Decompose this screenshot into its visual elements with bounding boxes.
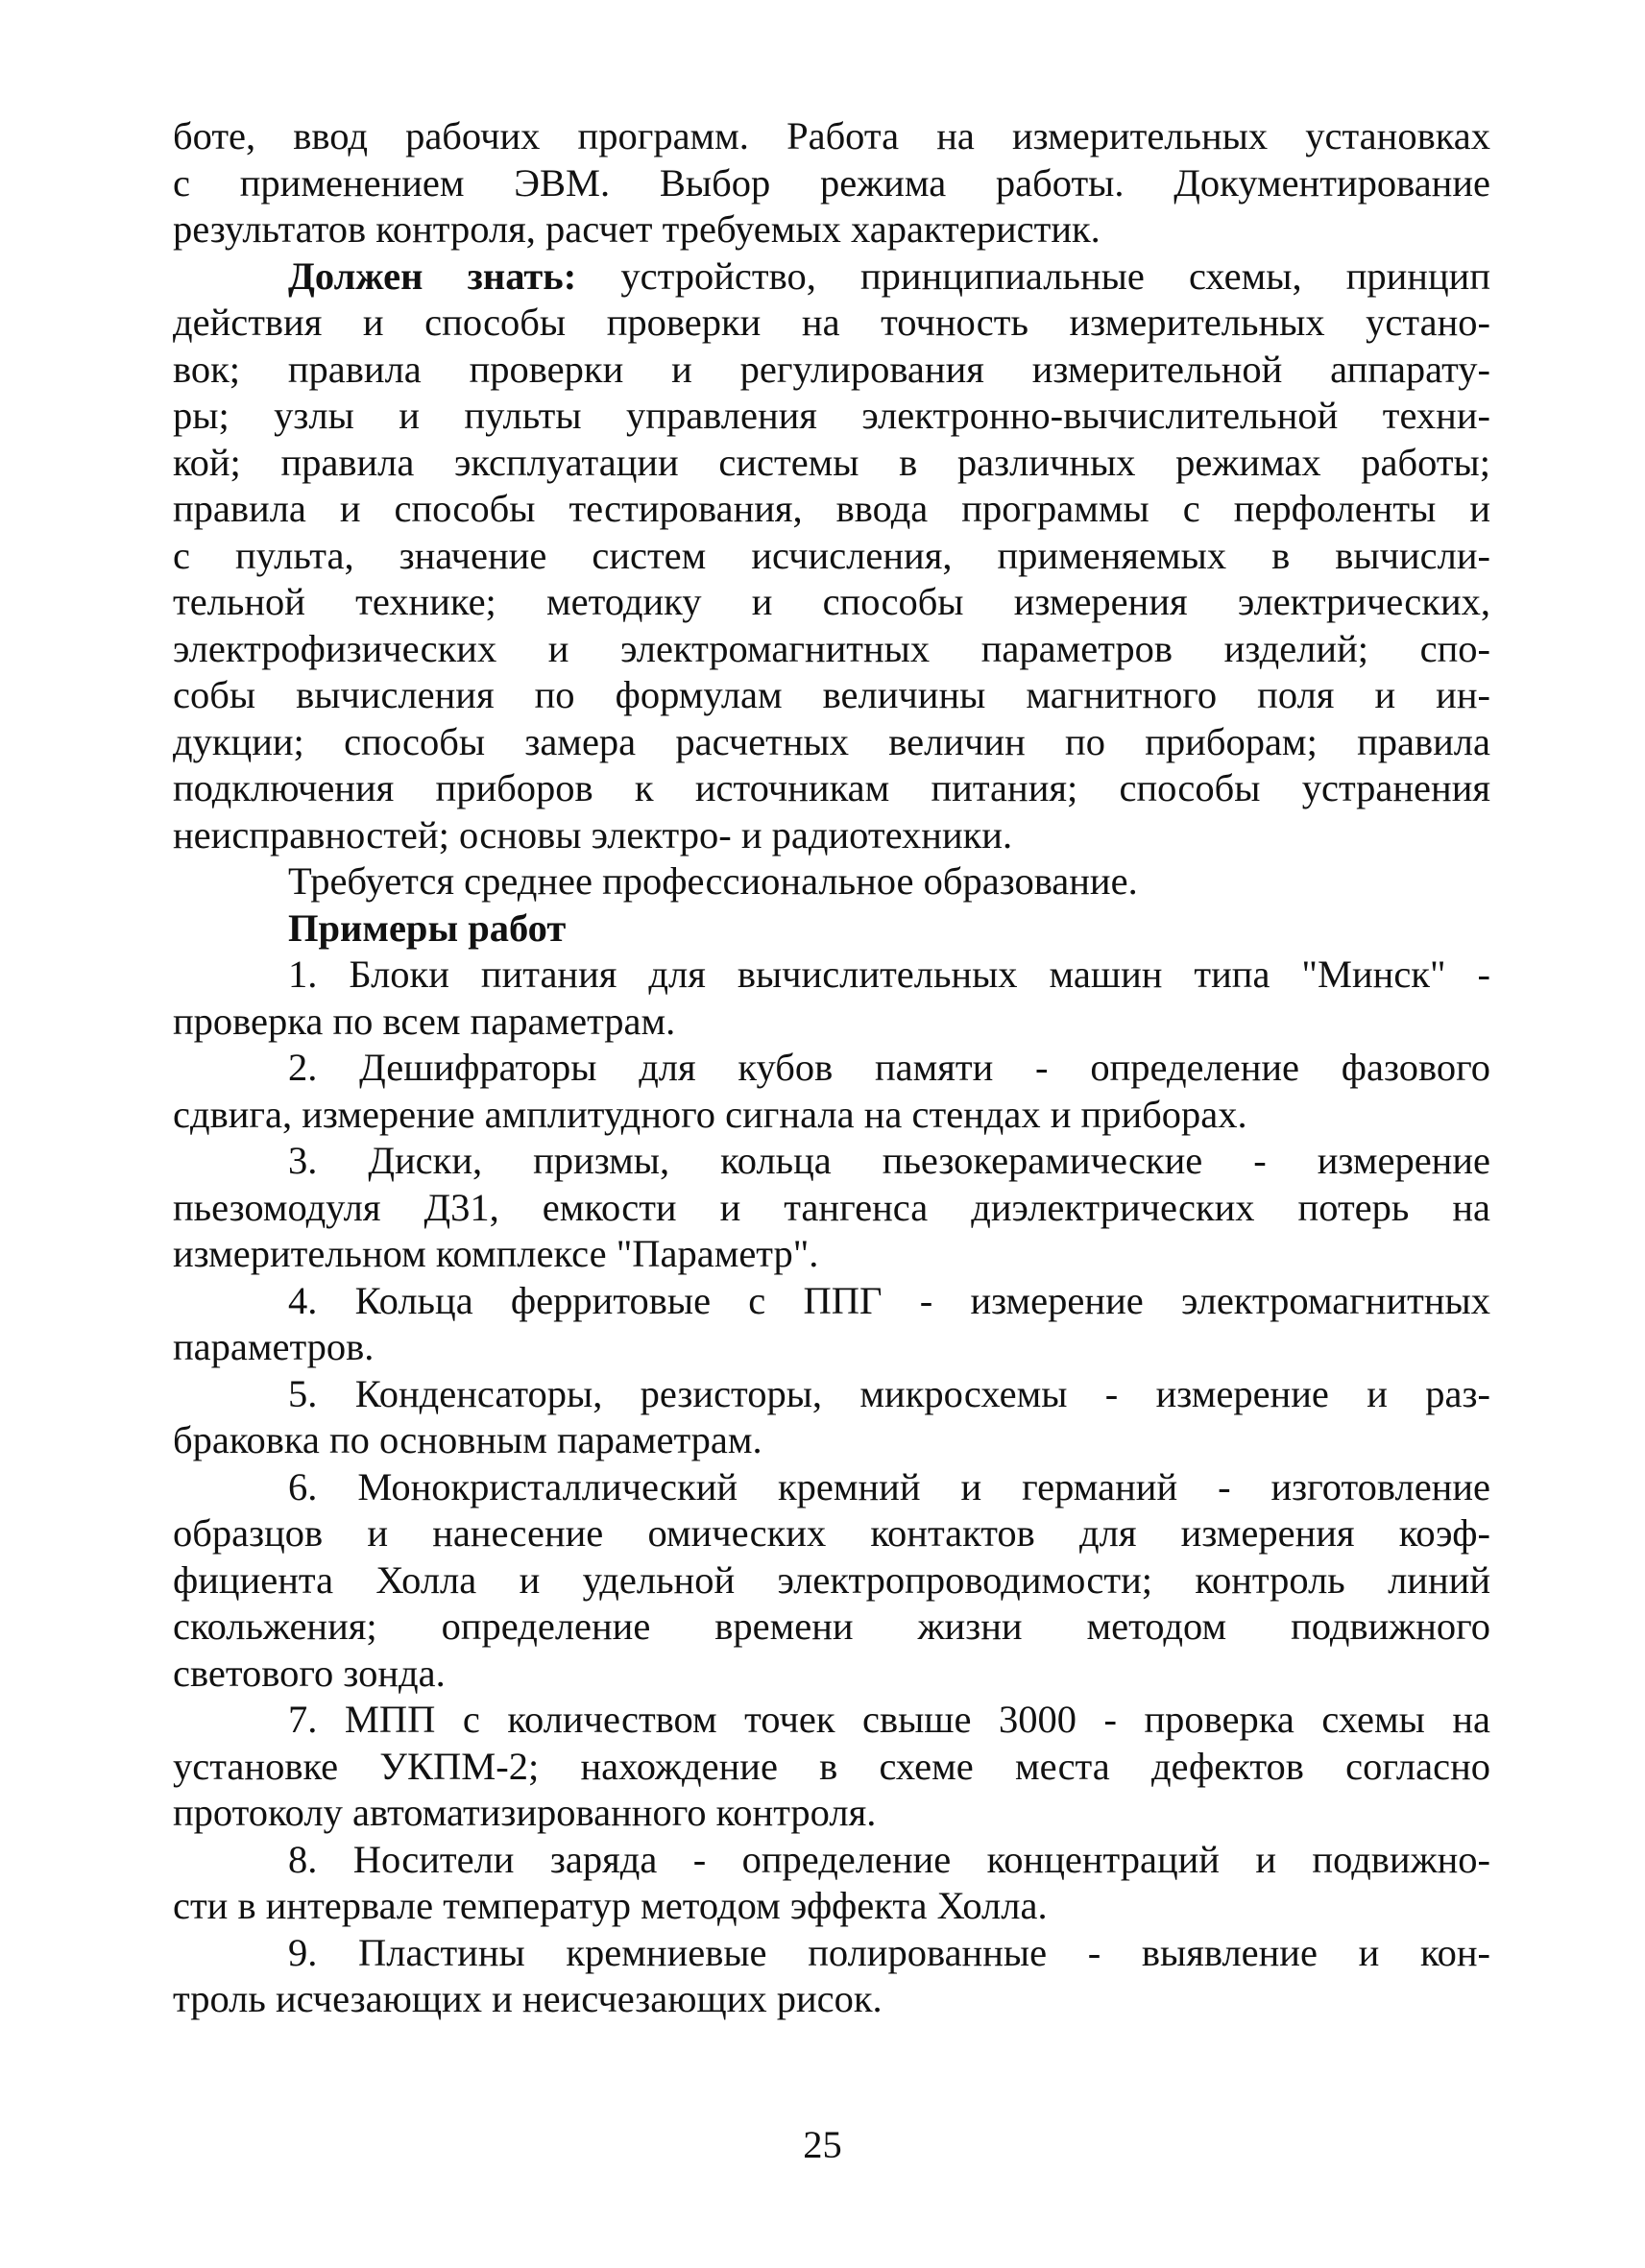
text-line: 1. Блоки питания для вычислительных машин типа "Минск" - bbox=[288, 953, 1490, 996]
text-line: пьезомодуля Д31, емкости и тангенса диэлектрических потерь на bbox=[173, 1185, 1490, 1229]
text-line: ры; узлы и пульты управления электронно-вычислительной техни- bbox=[173, 394, 1490, 437]
text-line: тельной технике; методику и способы измерения электрических, bbox=[173, 580, 1490, 623]
text-line: результатов контроля, расчет требуемых характеристик. bbox=[173, 207, 1101, 251]
text-line: сти в интервале температур методом эффекта Холла. bbox=[173, 1884, 1048, 1927]
text-line: с пульта, значение систем исчисления, применяемых в вычисли- bbox=[173, 533, 1490, 577]
text-line: измерительном комплексе "Параметр". bbox=[173, 1232, 819, 1275]
text-line: 5. Конденсаторы, резисторы, микросхемы - измерение и раз- bbox=[288, 1371, 1490, 1415]
section-heading: Примеры работ bbox=[288, 905, 567, 950]
text-line: установке УКПМ-2; нахождение в схеме места дефектов согласно bbox=[173, 1744, 1490, 1788]
text-line: боте, ввод рабочих программ. Работа на измерительных установках bbox=[173, 114, 1490, 157]
text-line: подключения приборов к источникам питания; способы устранения bbox=[173, 766, 1490, 809]
text-line: 3. Диски, призмы, кольца пьезокерамические - измерение bbox=[288, 1139, 1490, 1182]
text-line: кой; правила эксплуатации системы в различных режимах работы; bbox=[173, 440, 1490, 484]
text-line: 8. Носители заряда - определение концентраций и подвижно- bbox=[288, 1837, 1490, 1881]
text-line: образцов и нанесение омических контактов для измерения коэф- bbox=[173, 1511, 1490, 1555]
text-line: действия и способы проверки на точность измерительных устано- bbox=[173, 301, 1490, 344]
text-line: проверка по всем параметрам. bbox=[173, 999, 676, 1043]
text-line: 2. Дешифраторы для кубов памяти - определение фазового bbox=[288, 1046, 1490, 1089]
text-line: светового зонда. bbox=[173, 1651, 446, 1695]
line-text: устройство, принципиальные схемы, принцип bbox=[576, 253, 1490, 298]
text-line: неисправностей; основы электро- и радиотехники. bbox=[173, 812, 1013, 857]
text-line: Требуется среднее профессиональное образование. bbox=[288, 859, 1138, 903]
text-line: электрофизических и электромагнитных параметров изделий; спо- bbox=[173, 626, 1490, 670]
page-number: 25 bbox=[803, 2123, 842, 2166]
text-line: 4. Кольца ферритовые с ППГ - измерение электромагнитных bbox=[288, 1278, 1490, 1322]
text-line: параметров. bbox=[173, 1325, 375, 1368]
text-line: сдвига, измерение амплитудного сигнала на стендах и приборах. bbox=[173, 1092, 1247, 1136]
text-line: троль исчезающих и неисчезающих рисок. bbox=[173, 1977, 883, 2020]
text-line bbox=[173, 253, 1490, 301]
text-line: протоколу автоматизированного контроля. bbox=[173, 1791, 877, 1834]
text-line: браковка по основным параметрам. bbox=[173, 1418, 762, 1461]
text-line: вок; правила проверки и регулирования измерительной аппарату- bbox=[173, 347, 1490, 391]
text-line: 6. Монокристаллический кремний и германий - изготовление bbox=[288, 1464, 1490, 1508]
text-line: фициента Холла и удельной электропроводимости; контроль линий bbox=[173, 1557, 1490, 1602]
text-line: 9. Пластины кремниевые полированные - выявление и кон- bbox=[288, 1930, 1490, 1974]
text-line: скольжения; определение времени жизни методом подвижного bbox=[173, 1604, 1490, 1648]
text-line: 7. МПП с количеством точек свыше 3000 - проверка схемы на bbox=[288, 1698, 1490, 1741]
text-line: с применением ЭВМ. Выбор режима работы. Документирование bbox=[173, 160, 1490, 205]
text-line: дукции; способы замера расчетных величин по приборам; правила bbox=[173, 719, 1490, 763]
text-line: правила и способы тестирования, ввода программы с перфоленты и bbox=[173, 487, 1490, 530]
lead-term: Должен знать: bbox=[288, 253, 577, 298]
text-line: собы вычисления по формулам величины магнитного поля и ин- bbox=[173, 673, 1490, 716]
document-page-body bbox=[173, 113, 1490, 2023]
